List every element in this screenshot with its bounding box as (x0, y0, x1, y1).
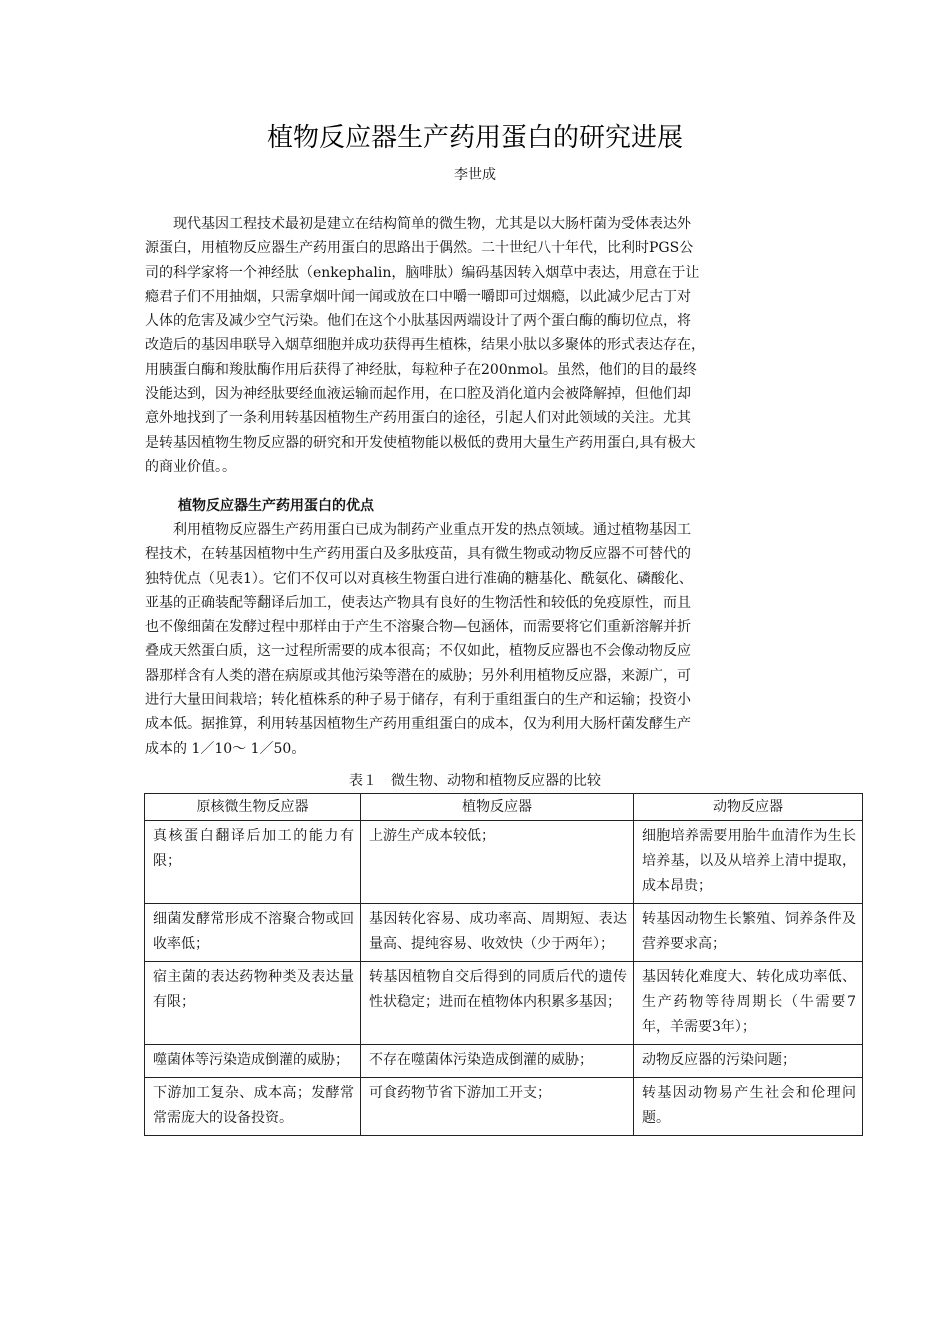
table-cell: 宿主菌的表达药物种类及表达量有限； (145, 962, 361, 1045)
text-line: 现代基因工程技术最初是建立在结构简单的微生物，尤其是以大肠杆菌为受体表达外 (145, 216, 691, 232)
table-cell: 噬菌体等污染造成倒灌的威胁； (145, 1045, 361, 1078)
table-cell: 转基因动物生长繁殖、饲养条件及营养要求高； (634, 904, 863, 962)
header-prokaryotic: 原核微生物反应器 (145, 794, 361, 821)
text-line: 人体的危害及减少空气污染。他们在这个小肽基因两端设计了两个蛋白酶的酶切位点，将 (145, 313, 691, 330)
table-cell: 转基因动物易产生社会和伦理问题。 (634, 1078, 863, 1136)
text-line: 源蛋白，用植物反应器生产药用蛋白的思路出于偶然。二十世纪八十年代，比利时PGS公 (145, 240, 694, 257)
table-cell: 基因转化难度大、转化成功率低、生产药物等待周期长（牛需要7年，羊需要3年）； (634, 962, 863, 1045)
table-row (145, 904, 863, 962)
text-line: 用胰蛋白酶和羧肽酶作用后获得了神经肽，每粒种子在200nmol。虽然，他们的目的最终 (145, 361, 697, 378)
text-line: 成本的 1／10～ 1／50。 (145, 740, 306, 757)
text-line: 叠成天然蛋白质，这一过程所需要的成本很高；不仅如此，植物反应器也不会像动物反应 (145, 643, 691, 660)
text-line: 程技术，在转基因植物中生产药用蛋白及多肽疫苗，具有微生物或动物反应器不可替代的 (145, 546, 691, 563)
table-caption: 表１ 微生物、动物和植物反应器的比较 (349, 773, 601, 789)
table-row (145, 821, 863, 904)
table-cell: 动物反应器的污染问题； (634, 1045, 863, 1078)
section-heading: 植物反应器生产药用蛋白的优点 (178, 498, 374, 514)
text-line: 器那样含有人类的潜在病原或其他污染等潜在的威胁；另外利用植物反应器，来源广，可 (145, 667, 691, 684)
intro-paragraph (145, 212, 815, 479)
document-title: 植物反应器生产药用蛋白的研究进展 (266, 123, 683, 153)
text-line: 改造后的基因串联导入烟草细胞并成功获得再生植株，结果小肽以多聚体的形式表达存在， (145, 337, 705, 354)
table-cell: 真核蛋白翻译后加工的能力有限； (145, 821, 361, 904)
text-line: 司的科学家将一个神经肽（enkephalin，脑啡肽）编码基因转入烟草中表达，用意在于让 (145, 264, 700, 281)
table-cell: 上游生产成本较低； (361, 821, 634, 904)
text-line: 也不像细菌在发酵过程中那样由于产生不溶聚合物—包涵体，而需要将它们重新溶解并折 (145, 619, 691, 636)
table-cell: 基因转化容易、成功率高、周期短、表达量高、提纯容易、收效快（少于两年）； (361, 904, 634, 962)
table-cell: 下游加工复杂、成本高；发酵常常需庞大的设备投资。 (145, 1078, 361, 1136)
text-line: 没能达到，因为神经肽要经血液运输而起作用，在口腔及消化道内会被降解掉，但他们却 (145, 386, 691, 403)
comparison-table (144, 793, 863, 1136)
table-cell: 转基因植物自交后得到的同质后代的遗传性状稳定；进而在植物体内积累多基因； (361, 962, 634, 1045)
table-cell: 不存在噬菌体污染造成倒灌的威胁； (361, 1045, 634, 1078)
text-line: 是转基因植物生物反应器的研究和开发使植物能以极低的费用大量生产药用蛋白,具有极大 (145, 434, 696, 451)
text-line: 意外地找到了一条利用转基因植物生产药用蛋白的途径，引起人们对此领域的关注。尤其 (145, 410, 691, 427)
table-row (145, 1045, 863, 1078)
text-line: 独特优点（见表1）。它们不仅可以对真核生物蛋白进行准确的糖基化、酰氨化、磷酸化、 (145, 570, 693, 587)
table-cell: 可食药物节省下游加工开支； (361, 1078, 634, 1136)
text-line: 进行大量田间栽培；转化植株系的种子易于储存，有利于重组蛋白的生产和运输；投资小 (145, 692, 691, 709)
text-line: 瘾君子们不用抽烟，只需拿烟叶闻一闻或放在口中嚼一嚼即可过烟瘾，以此减少尼古丁对 (145, 288, 691, 305)
text-line: 利用植物反应器生产药用蛋白已成为制药产业重点开发的热点领域。通过植物基因工 (145, 522, 691, 538)
header-plant: 植物反应器 (361, 794, 634, 821)
text-line: 亚基的正确装配等翻译后加工，使表达产物具有良好的生物活性和较低的免疫原性，而且 (145, 594, 691, 611)
table-header-row (145, 794, 863, 821)
text-line: 成本低。据推算，利用转基因植物生产药用重组蛋白的成本，仅为利用大肠杆菌发酵生产 (145, 716, 691, 733)
author-name: 李世成 (454, 167, 496, 183)
table-row (145, 1078, 863, 1136)
header-animal: 动物反应器 (634, 794, 863, 821)
text-line: 的商业价值。。 (145, 458, 236, 475)
table-row (145, 962, 863, 1045)
table-cell: 细胞培养需要用胎牛血清作为生长培养基，以及从培养上清中提取，成本昂贵； (634, 821, 863, 904)
table-cell: 细菌发酵常形成不溶聚合物或回收率低； (145, 904, 361, 962)
advantages-paragraph (145, 518, 815, 761)
